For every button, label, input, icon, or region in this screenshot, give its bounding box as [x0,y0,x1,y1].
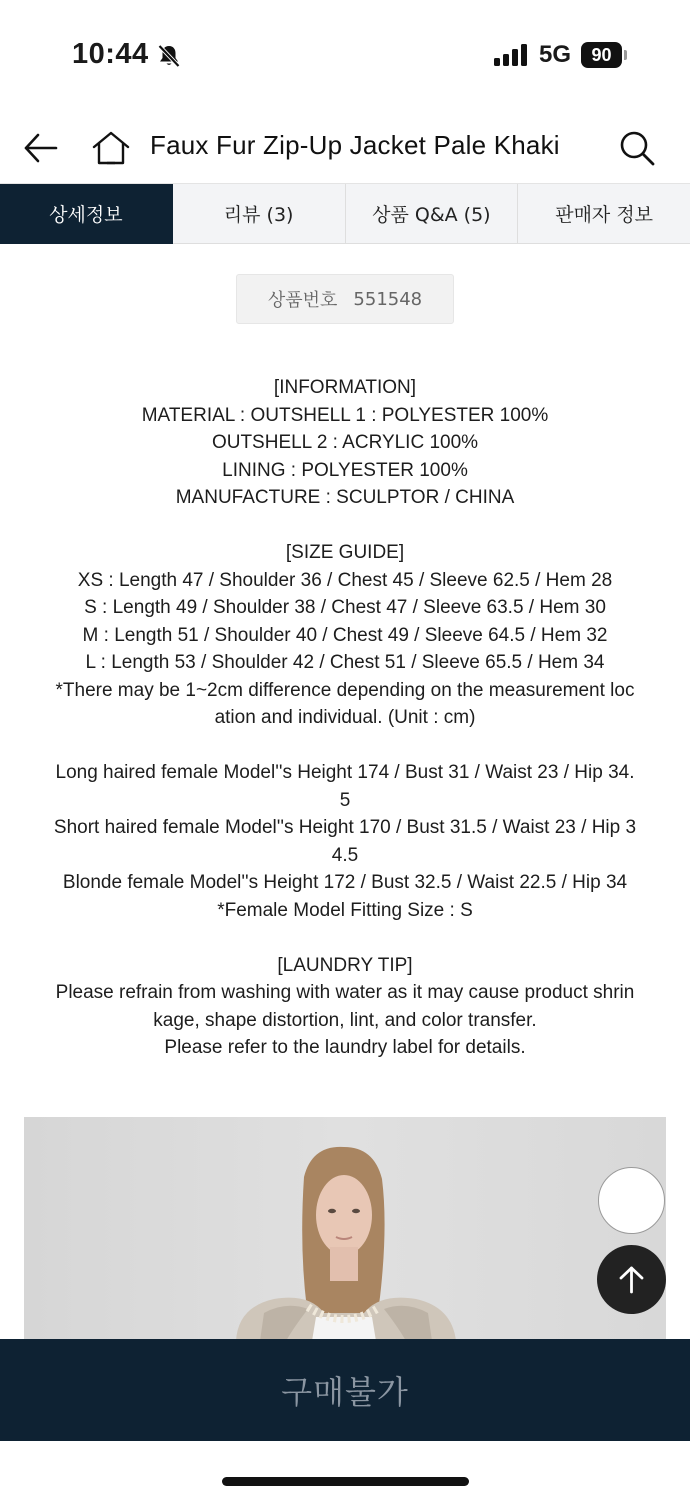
laundry-line: kage, shape distortion, lint, and color transfer. [153,1009,537,1031]
battery-level: 90 [581,42,622,68]
model-line: Long haired female Model''s Height 174 / Bust 31 / Waist 23 / Hip 34. [55,762,635,783]
info-line: MATERIAL : OUTSHELL 1 : POLYESTER 100% [141,404,549,426]
product-description [18,374,672,1062]
product-number-box [236,274,454,324]
spacer [18,732,672,760]
model-photo-illustration [24,1117,666,1341]
purchase-label: 구매불가 [281,1373,409,1411]
floating-blank-button[interactable] [598,1167,665,1234]
battery-cap [624,50,627,60]
search-icon[interactable] [618,129,656,167]
size-line: M : Length 51 / Shoulder 40 / Chest 49 / Sleeve 64.5 / Hem 32 [82,624,608,646]
spacer [18,924,672,952]
size-guide-header: [SIZE GUIDE] [285,542,405,563]
spacer [18,512,672,540]
scroll-to-top-button[interactable] [597,1245,666,1314]
bell-off-icon [156,43,182,69]
tab-product-qna[interactable]: 상품 Q&A (5) [346,184,519,244]
battery-icon [581,42,627,68]
signal-icon [494,44,530,66]
model-line: 4.5 [331,844,359,866]
model-line: Short haired female Model''s Height 170 / Bust 31.5 / Waist 23 / Hip 3 [53,817,637,838]
size-note: *There may be 1~2cm difference depending on the measurement loc [55,679,635,701]
laundry-line: Please refer to the laundry label for details. [164,1037,526,1058]
page-title: Faux Fur Zip-Up Jacket Pale Khaki [150,130,560,160]
model-fitting-size: *Female Model Fitting Size : S [217,899,473,921]
home-indicator[interactable] [222,1477,469,1486]
size-line: XS : Length 47 / Shoulder 36 / Chest 45 / Sleeve 62.5 / Hem 28 [77,569,613,591]
info-line: OUTSHELL 2 : ACRYLIC 100% [211,432,479,453]
info-line: MANUFACTURE : SCULPTOR / CHINA [175,487,515,508]
model-line: 5 [339,789,351,811]
home-icon[interactable] [92,129,130,167]
purchase-unavailable-button[interactable] [0,1339,690,1441]
size-line: L : Length 53 / Shoulder 42 / Chest 51 / Sleeve 65.5 / Hem 34 [85,652,605,673]
laundry-line: Please refrain from washing with water as it may cause product shrin [55,982,635,1003]
info-header: [INFORMATION] [273,377,417,398]
tab-reviews[interactable]: 리뷰 (3) [173,184,346,244]
back-arrow-icon[interactable] [22,129,60,167]
product-number-value: 551548 [353,288,423,310]
product-photo [24,1117,666,1341]
top-nav [0,112,690,182]
model-line: Blonde female Model''s Height 172 / Bust 32.5 / Waist 22.5 / Hip 34 [62,872,628,893]
info-line: LINING : POLYESTER 100% [222,459,468,481]
arrow-up-icon [617,1265,646,1294]
laundry-header: [LAUNDRY TIP] [277,954,413,976]
product-number-label: 상품번호 [267,290,338,311]
tab-seller-info[interactable]: 판매자 정보 [518,184,690,244]
status-time: 10:44 [72,38,149,70]
status-bar [0,0,690,110]
size-line: S : Length 49 / Shoulder 38 / Chest 47 / Sleeve 63.5 / Hem 30 [84,597,606,618]
tab-detail-info[interactable]: 상세정보 [0,184,173,244]
network-label: 5G [539,41,572,68]
size-note: ation and individual. (Unit : cm) [214,707,476,728]
tab-bar [0,183,690,244]
